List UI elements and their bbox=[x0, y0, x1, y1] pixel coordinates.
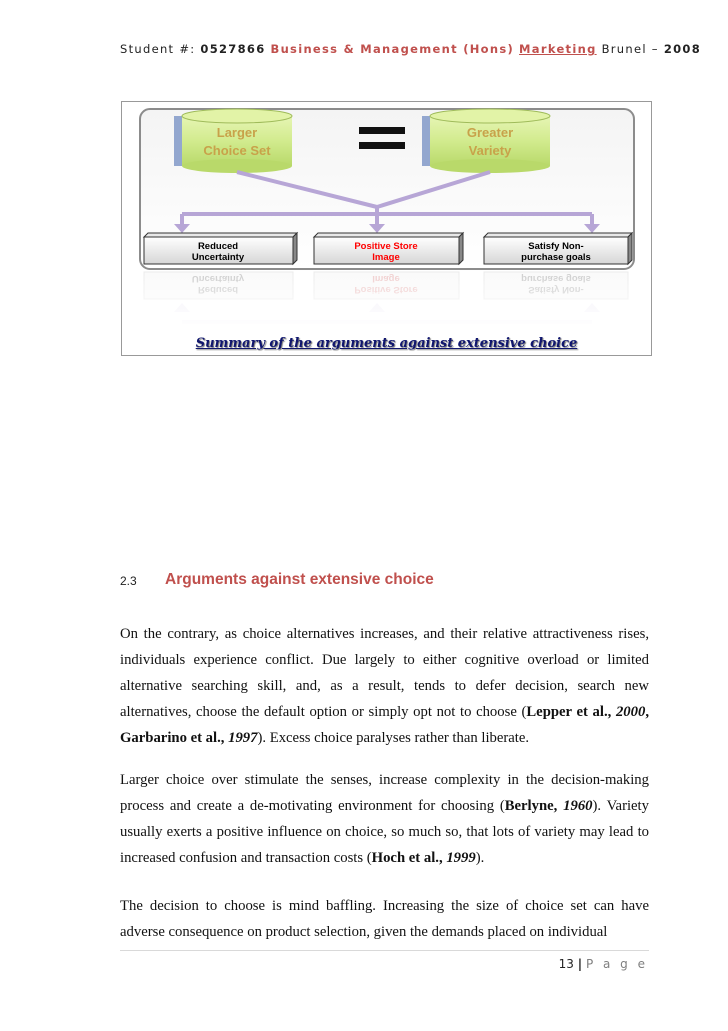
header-prefix: Student #: bbox=[120, 42, 201, 56]
outcome-box-3-line1: Satisfy Non- bbox=[528, 241, 584, 252]
section-title: Arguments against extensive choice bbox=[165, 571, 434, 588]
student-id: 0527866 bbox=[200, 42, 266, 56]
cylinder-left-line2: Choice Set bbox=[203, 143, 271, 158]
p2-text-3: ). bbox=[475, 850, 485, 866]
p2-year-2: 1999 bbox=[446, 850, 476, 866]
header-year: 2008 bbox=[663, 42, 702, 56]
outcome-box-1-line1: Reduced bbox=[197, 241, 239, 252]
outcome-box-3-line2: purchase goals bbox=[521, 252, 591, 263]
cylinder-right bbox=[422, 109, 550, 173]
outcome-box-2-line1: Positive Store bbox=[354, 241, 418, 252]
paragraph-2 bbox=[120, 767, 649, 871]
header-programme: Business & Management (Hons) bbox=[270, 42, 515, 56]
header-marketing: Marketing bbox=[519, 42, 597, 56]
outcome-box-2-line2: Image bbox=[372, 252, 400, 263]
page-label: P a g e bbox=[585, 957, 648, 971]
outcome-box-3 bbox=[484, 233, 632, 264]
p1-year-2: 1997 bbox=[228, 730, 258, 746]
page-footer bbox=[559, 957, 648, 971]
header-university: Brunel – bbox=[596, 42, 664, 56]
outcome-box-1-line2: Uncertainty bbox=[191, 252, 245, 263]
p1-text-1: On the contrary, as choice alternatives increases, and their relative attractiveness rises, individuals experience conflict. Due largely to either cognitive overload or limited alternative searching skill, and, as a result, tends to defer decision, search new alternatives, choose the default option or simply opt not to choose ( bbox=[120, 626, 649, 720]
diagram-canvas bbox=[122, 102, 651, 355]
p3-text-1: The decision to choose is mind baffling. Increasing the size of choice set can have adverse consequence on product selection, given the demands placed on individual bbox=[120, 898, 649, 940]
p1-year-1: 2000 bbox=[615, 704, 646, 720]
p2-text-1: Larger choice over stimulate the senses, increase complexity in the decision-making process and create a de-motivating environment for choosing ( bbox=[120, 772, 649, 814]
cylinder-right-line1: Greater bbox=[466, 125, 514, 140]
p1-ref-2: Garbarino et al., bbox=[120, 730, 225, 746]
footer-divider bbox=[120, 950, 649, 951]
page-number: 13 bbox=[558, 957, 574, 971]
p2-year-1: 1960 bbox=[563, 798, 593, 814]
reflection-fade bbox=[140, 270, 634, 330]
section-number: 2.3 bbox=[120, 574, 137, 588]
cylinder-right-line2: Variety bbox=[468, 143, 512, 158]
footer-separator: | bbox=[577, 957, 583, 971]
diagram-figure bbox=[121, 101, 652, 356]
page-header bbox=[120, 42, 702, 56]
paragraph-3 bbox=[120, 893, 649, 945]
p2-ref-1: Berlyne, bbox=[504, 798, 558, 814]
outcome-box-1 bbox=[144, 233, 297, 264]
paragraph-1: On the contrary, as choice alternatives increases, and their relative attractiveness rises, individuals experience conflict. Due largely to either cognitive overload or limited alternative searching skill, and, as a result, tends to defer decision, search new alternatives, choose the default option or simply opt not to choose (Lepper et al., 2000, Garbarino et al., 1997). Excess choice paralyses rather than liberate. bbox=[120, 626, 649, 746]
p1-text-2: ). Excess choice paralyses rather than liberate. bbox=[257, 730, 530, 746]
cylinder-left-line1: Larger bbox=[216, 125, 258, 140]
p2-ref-2: Hoch et al., bbox=[371, 850, 443, 866]
figure-caption: Summary of the arguments against extensive choice bbox=[195, 336, 578, 351]
p1-ref-1: Lepper et al., bbox=[526, 704, 612, 720]
cylinder-left bbox=[174, 109, 292, 173]
outcome-box-2 bbox=[314, 233, 463, 264]
p2-text-2: ). Variety usually exerts a positive influence on choice, so much so, that lots of variety may lead to increased confusion and transaction costs ( bbox=[120, 798, 649, 866]
